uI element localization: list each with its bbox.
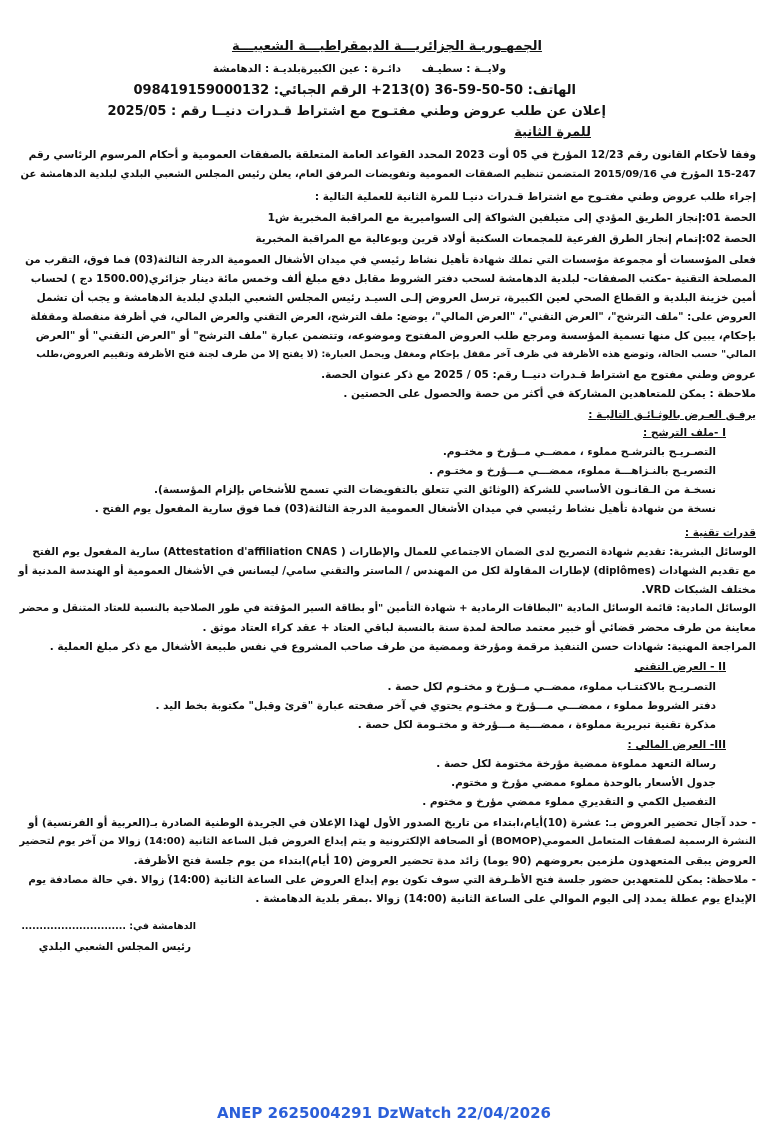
announcement-title: إعلان عن طلب عروض وطني مفتـوح مع اشتراط قـدرات دنيــا رقم : 2025/05 [107,104,606,119]
intro-line: وفقا لأحكام القانون رقم 12/23 المؤرخ في 05 أوت 2023 المحدد القواعد العامة المتعلقة بالصفقات العمومية و أحكام المرسوم الرئاسي رقم [28,149,756,161]
capacity-line: الوسائل البشرية: تقديم شهادة التصريح لدى الضمان الاجتماعي للعمال والإطارات ( Attestation d'affiliation CNAS) سارية المفعول يوم الفتح [32,546,756,558]
closing-line: الإيداع يوم عطلة يمدد إلى اليوم الموالي على الساعة الثانية (14:00) زوالا .بمقر بلدية الدهامشة . [255,893,756,905]
list-item: نسخة من شهادة تأهيل نشاط رئيسي في ميدان الأشغال العمومية الدرجة الثالثة(03) فما فوق سارية المفعول يوم الفتح . [94,503,716,515]
candidacy-file-heading: I -ملف الترشح : [643,427,726,439]
body-line: بإحكام، يبين كل منها تسمية المؤسسة ومرجع طلب العروض المفتوح وموضوعه، وتتضمن عبارة "ملف الترشح" أو "العرض التقني" أو "العرض [35,330,756,342]
body-line: فعلى المؤسسات أو مجموعة مؤسسات التي تملك شهادة تأهيل نشاط رئيسي في ميدان الأشغال العمومية الدرجة الثالثة(03) فما فوق، التقرب من [25,254,756,266]
announcement-subtitle: للمرة الثانية [514,125,591,140]
closing-line: - ملاحظة: يمكن للمتعهدين حضور جلسة فتح الأظـرفة التي سوف تكون يوم إيداع العروض على الساعة الثانية (14:00) زوالا .في حالة مصادفة يوم [28,874,756,886]
body-line: أمين خزينة البلدية و القطاع الصحي لعين الكبيرة، ترسل العروض إلـى السيـد رئيس المجلس الشعبي البلدي لبلدية الدهامشة و يجب أن تشمل [36,292,756,304]
list-item: رسالة التعهد مملوءة ممضية مؤرخة مختومة لكل حصة . [436,758,716,770]
list-item: التصريـح بالنـزاهـــة مملوء، ممضـــي مـــؤرخ و مختـوم . [429,465,716,477]
list-item: جدول الأسعار بالوحدة مملوء ممضي مؤرخ و مختوم. [451,777,716,789]
body-line: عروض وطني مفتوح مع اشتراط قـدرات دنيــا رقم: 05 / 2025 مع ذكر عنوان الحصة. [321,369,756,381]
list-item: التصـريـح بالترشـح مملوء ، ممضــي مــؤرخ و مختـوم. [442,446,716,458]
body-line: العروض على: "ملف الترشح"، "العرض التقني"، "العرض المالي"، يوضع: ملف الترشح، العرض التقني والعرض المالي، في أظرفة منفصلة ومقفلة [30,311,756,323]
capacity-line: المراجعة المهنية: شهادات حسن التنفيذ مرقمة ومؤرخة وممضية من طرف صاحب المشروع في نفس طبيعة الأشغال مع ذكر مبلغ العملية . [49,641,756,653]
closing-line: العروض يبقى المتعهدون ملزمين بعروضهم (90 يوما) زائد مدة تحضير العروض (10 أيام)ابتداء من يوم جلسة فتح الأظرفة. [133,855,756,867]
body-line: المصلحة التقنية -مكتب الصفقات- لبلدية الدهامشة لسحب دفتر الشروط مقابل دفع مبلغ ألف وخمس مائة دينار جزائري(1500.00 دج ) لحساب [30,273,756,285]
footer-reference: ANEP 2625004291 DzWatch 22/04/2026 [217,1104,551,1122]
list-item: دفتر الشروط مملوء ، ممضـــي مـــؤرخ و مختـوم يحتوي في آخر صفحته عبارة "قرئ وقبل" مكتوبة بخط اليد . [155,700,716,712]
republic-header: الجمهـوريـة الجزائريـــة الديمقراطيـــة الشعبيـــة [231,39,543,54]
signature-place: الدهامشة في: ............................. [21,921,196,932]
list-item: التفصيل الكمي و التقديري مملوء ممضي مؤرخ و مختوم . [422,796,716,808]
lot-item: الحصة 01:إنجاز الطريق المؤدي إلى متيلفين الشواكة إلى السواميرية مع المراقبة المخبرية ش1 [267,212,756,224]
financial-offer-heading: III- العرض المالي : [627,739,726,751]
list-item: التصـريـح بالاكتتـاب مملوء، ممضــي مــؤرخ و مختـوم لكل حصة . [387,681,716,693]
body-line: المالي" حسب الحالة، وتوضع هذه الأظرفة في ظرف آخر مقفل بإحكام ومغفل ويحمل العبارة: (لا يفتح إلا من طرف لجنة فتح الأظرفة وتقييم العروض،طلب [36,349,756,360]
signature-role: رئيس المجلس الشعبي البلدي [38,941,191,953]
note-line: ملاحظة : يمكن للمتعاهدين المشاركة في أكثر من حصة والحصول على الحصتين . [343,388,756,400]
phone-line: الهاتف: 50-50-59-36 (0)213+ الرقم الجبائي: 098419159000132 [133,83,576,98]
list-item: نسخـة من الـقانـون الأساسي للشركة (الوثائق التي تتعلق بالتفويضات التي تسمح للأشخاص بإلزام المؤسسة). [153,484,716,496]
daira-label: دائـرة : عين الكبيرة [300,63,401,75]
commune-label: بلديـة : الدهامشة [212,63,301,75]
capacity-line: مع تقديم الشهادات (diplômes) لإطارات المقاولة لكل من المهندس / الماستر والتقني سامي/ ليسانس في الأشغال العمومية أو الهندسة المدنية أو [18,565,756,577]
list-item: مذكرة تقنية تبريرية مملوءة ، ممضـــية مـــؤرخة و مختـومة لكل حصة . [357,719,716,731]
docs-heading: يرفـق العـرض بالوثـائـق التاليـة : [588,409,756,421]
intro-line: إجراء طلب عروض وطني مفتـوح مع اشتراط قـدرات دنيـا للمرة الثانية للعملية التالية : [314,191,756,203]
capacity-line: الوسائل المادية: قائمة الوسائل المادية "البطاقات الرمادية + شهادة التأمين "أو بطاقة السير المؤقتة في طور الصلاحية بالنسبة للعتاد المتنقل و محضر [19,603,756,614]
capacity-line: مختلف الشبكات VRD. [641,584,756,596]
intro-line: 15-247 المؤرخ في 2015/09/16 المتضمن تنظيم الصفقات العمومية وتفويضات المرفق العام، يعلن رئيس المجلس الشعبي البلدي لبلدية الدهامشة عن [20,169,756,180]
closing-line: - حدد آجال تحضير العروض بـ: عشرة (10)أيام،ابتداء من تاريخ الصدور الأول لهذا الإعلان في الجريدة الوطنية الصادرة بـ(العربية أو الفرنسية) أو [28,817,756,829]
capacity-line: معاينة من طرف محضر قضائي أو خبير معتمد صالحة لمدة سنة بالنسبة لباقي العتاد + عقد كراء العتاد موثق . [202,622,756,634]
closing-line: النشرة الرسمية لصفقات المتعامل العمومي(BOMOP) أو الصحافة الإلكترونية و يتم إيداع العروض قبل الساعة الثانية (14:00) زوالا من آخر يوم لتحضير [19,836,756,847]
lot-item: الحصة 02:إتمام إنجاز الطرق الفرعية للمجمعات السكنية أولاد قرين وبوعالية مع المراقبة المخبرية [255,233,756,245]
technical-offer-heading: II - العرض التقني [634,661,726,673]
wilaya-label: ولايــة : سطيـف [421,63,506,75]
technical-capacity-heading: قدرات تقنية : [684,527,756,539]
